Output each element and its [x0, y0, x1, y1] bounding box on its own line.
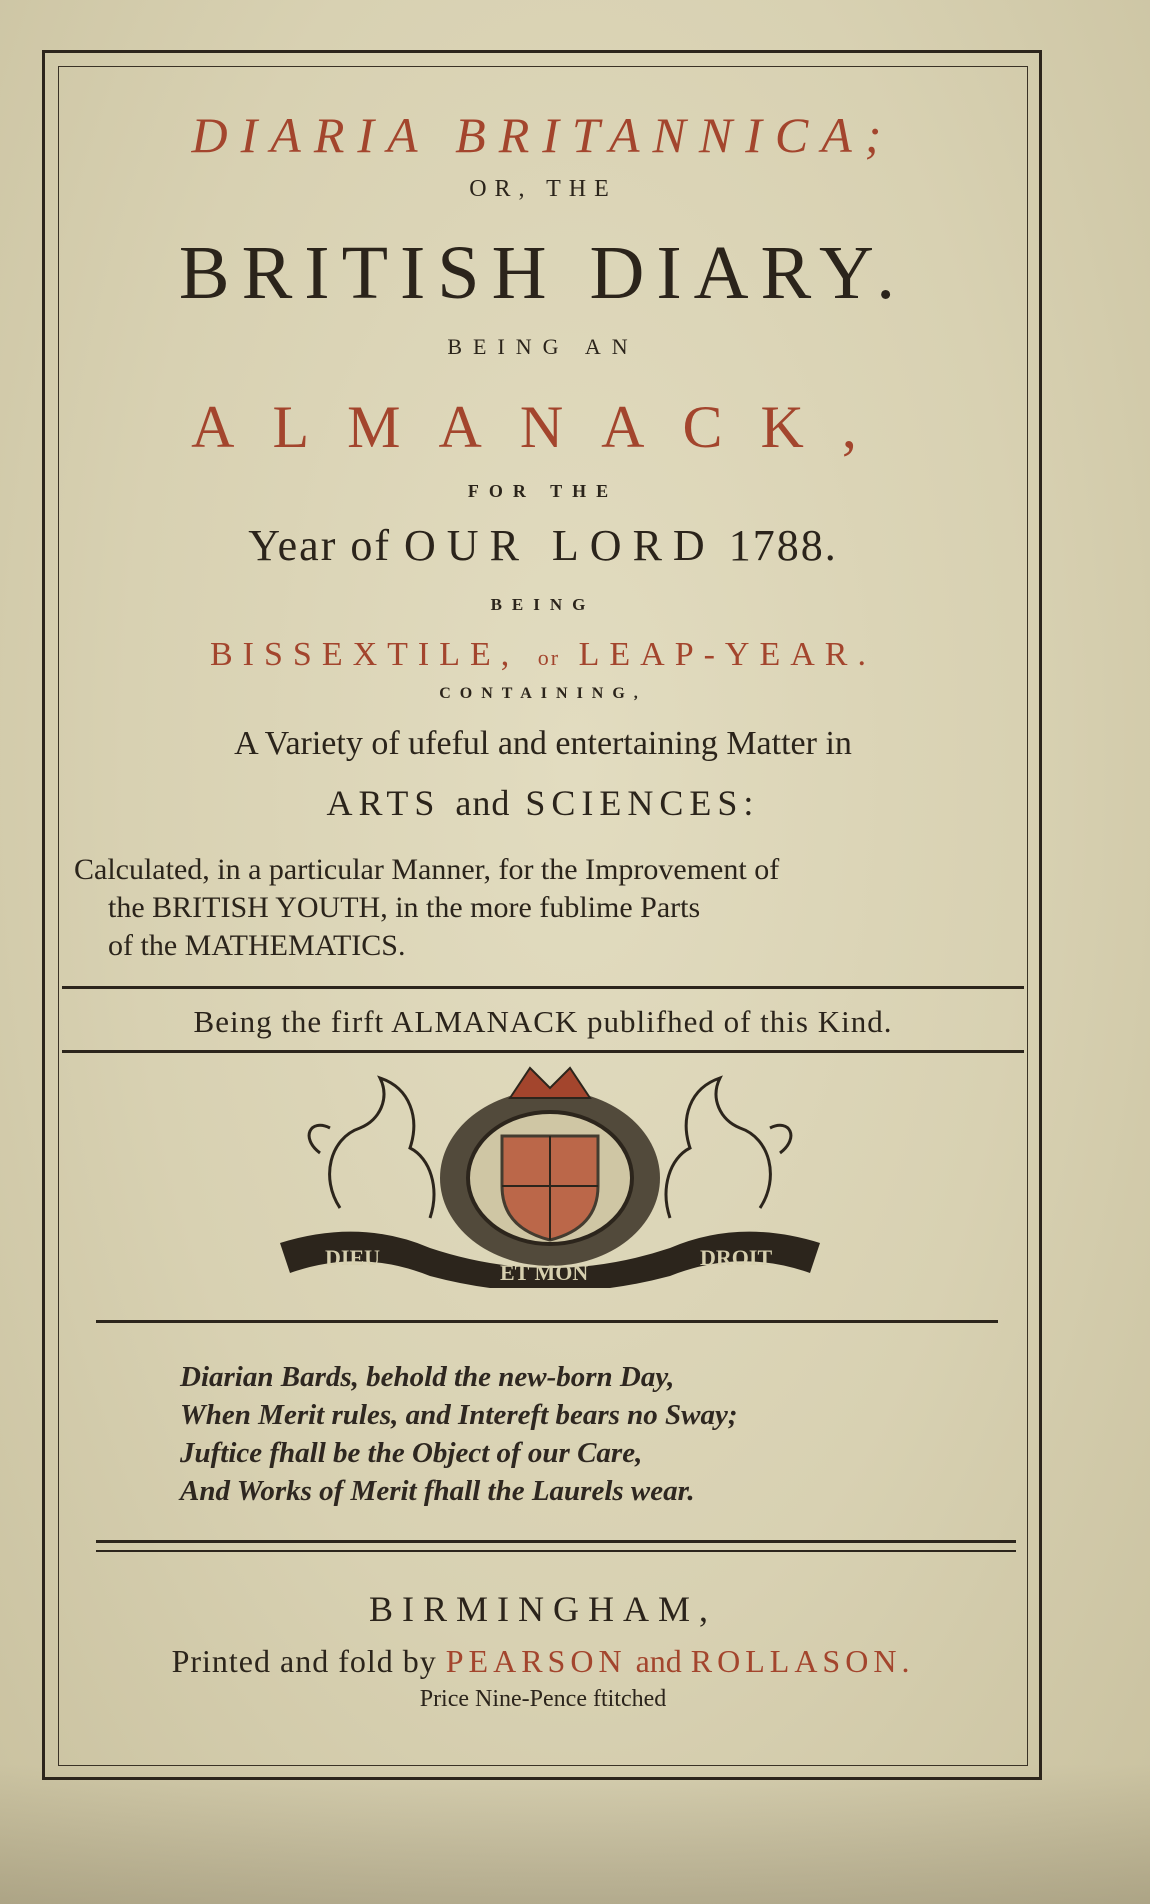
description-line-2: the BRITISH YOUTH, in the more fublime Parts [108, 891, 701, 924]
or-word: or [537, 645, 561, 670]
leap-year-line [58, 636, 1028, 674]
year-number: 1788. [728, 521, 838, 570]
being-an: BEING AN [447, 334, 639, 359]
sciences: SCIENCES: [525, 783, 760, 823]
main-title: DIARIA BRITANNICA; [191, 107, 895, 163]
motto-center: ET MON [500, 1260, 589, 1285]
divider [96, 1540, 1016, 1543]
year-prefix: Year of [248, 521, 392, 570]
variety-line: A Variety of ufeful and entertaining Matter in [234, 725, 852, 762]
imprint-city: BIRMINGHAM, [368, 1589, 717, 1629]
printed-by: Printed and fold by [171, 1643, 437, 1679]
subtitle: BRITISH DIARY. [178, 231, 908, 315]
almanack-heading: ALMANACK, [191, 394, 895, 460]
imprint-printers [58, 1643, 1028, 1680]
or-the: OR, THE [469, 176, 617, 202]
verse-line-2: When Merit rules, and Intereft bears no Sway; [180, 1399, 738, 1431]
divider [96, 1320, 998, 1323]
year-line [58, 520, 1028, 571]
motto-left: DIEU [325, 1245, 381, 1270]
printer-and: and [635, 1643, 682, 1679]
description-line-3: of the MATHEMATICS. [108, 929, 406, 962]
printer-rollason: ROLLASON. [690, 1643, 915, 1679]
description-line-1: Calculated, in a particular Manner, for the Improvement of [74, 853, 780, 886]
leap-year: LEAP-YEAR. [578, 636, 876, 673]
and-word: and [455, 783, 511, 823]
paper-shadow [0, 1764, 1150, 1904]
year-caps: OUR LORD [404, 521, 716, 570]
arts-sciences [58, 782, 1028, 824]
containing: CONTAINING, [439, 685, 647, 702]
printer-pearson: PEARSON [445, 1643, 627, 1679]
for-the: FOR THE [467, 481, 619, 501]
being-label: BEING [490, 595, 596, 614]
verse-line-4: And Works of Merit fhall the Laurels wear. [180, 1475, 695, 1507]
divider [62, 986, 1024, 989]
first-almanack-notice: Being the firft ALMANACK publifhed of this Kind. [193, 1004, 893, 1039]
bissextile: BISSEXTILE, [210, 636, 520, 673]
verse-line-3: Juftice fhall be the Object of our Care, [180, 1437, 643, 1469]
motto-right: DROIT [700, 1245, 773, 1270]
arts: ARTS [326, 783, 441, 823]
price: Price Nine-Pence ftitched [419, 1686, 667, 1712]
divider-thin [96, 1550, 1016, 1552]
divider [62, 1050, 1024, 1053]
verse-line-1: Diarian Bards, behold the new-born Day, [180, 1361, 675, 1393]
royal-coat-of-arms-icon [280, 1058, 820, 1288]
